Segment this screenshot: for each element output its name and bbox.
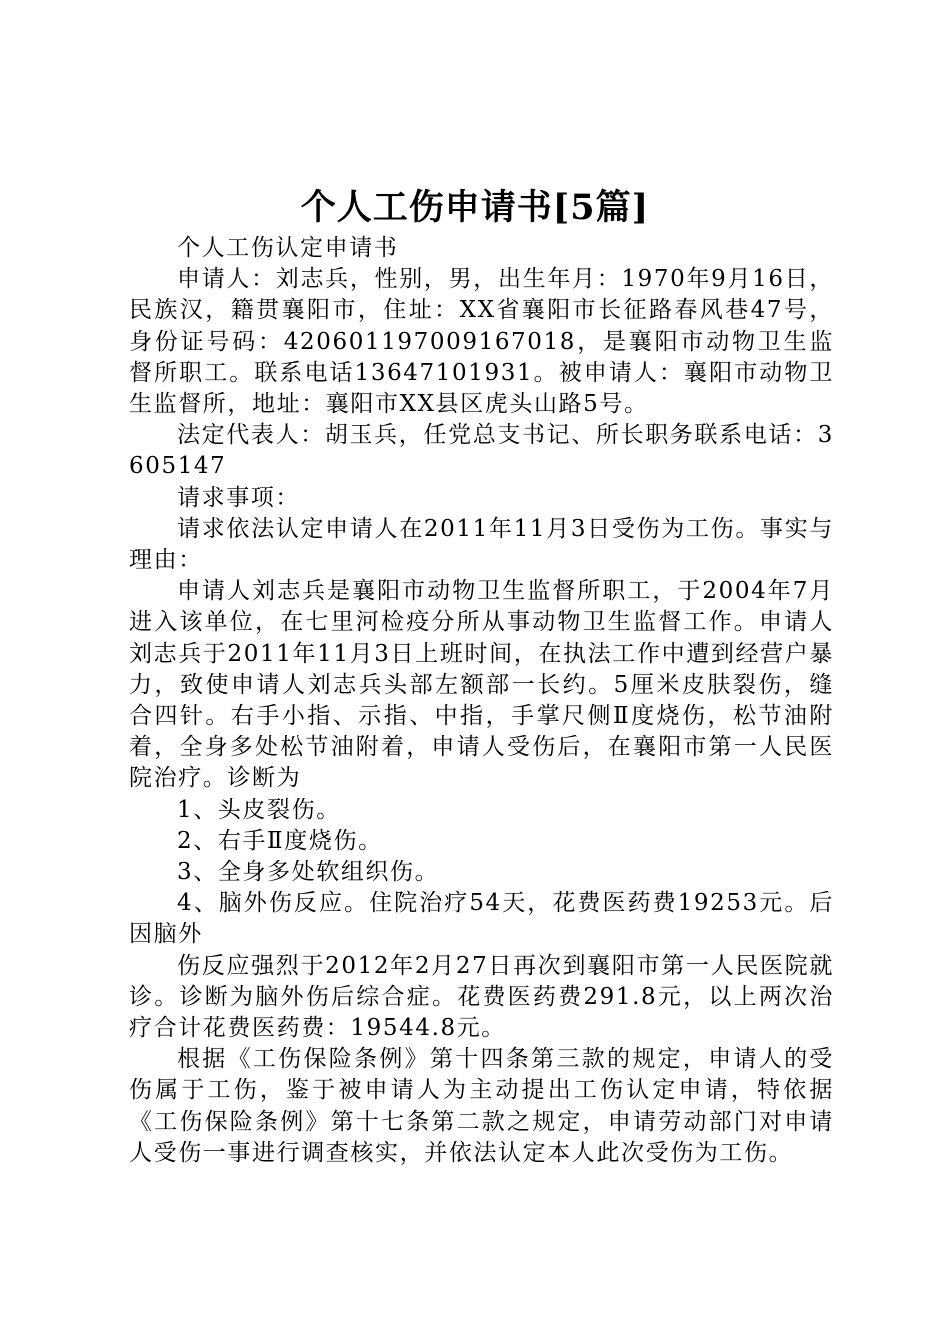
paragraph-facts: 申请人刘志兵是襄阳市动物卫生监督所职工，于2004年7月进入该单位，在七里河检疫分所从事动物卫生监督工作。申请人刘志兵于2011年11月3日上班时间，在执法工作中遭到经营户暴力，致使申请人刘志兵头部左额部一长约。5厘米皮肤裂伤，缝合四针。右手小指、示指、中指，手掌尺侧Ⅱ度烧伤，松节油附着，全身多处松节油附着，申请人受伤后，在襄阳市第一人民医院治疗。诊断为 xyxy=(129,578,834,792)
list-item-diagnosis-4: 4、脑外伤反应。住院治疗54天，花费医药费19253元。后因脑外 xyxy=(129,890,834,948)
paragraph-applicant-info: 申请人：刘志兵，性别，男，出生年月：1970年9月16日，民族汉，籍贯襄阳市，住址：XX省襄阳市长征路春风巷47号，身份证号码：420601197009167018，是襄阳市动物卫生监督所职工。联系电话13647101931。被申请人：襄阳市动物卫生监督所，地址：襄阳市XX县区虎头山路5号。 xyxy=(129,266,834,418)
document-body xyxy=(129,233,834,1169)
list-item-diagnosis-1: 1、头皮裂伤。 xyxy=(177,796,341,823)
paragraph-request: 请求依法认定申请人在2011年11月3日受伤为工伤。事实与理由： xyxy=(129,515,834,574)
list-item-diagnosis-2: 2、右手Ⅱ度烧伤。 xyxy=(177,827,383,854)
list-item-diagnosis-3: 3、全身多处软组织伤。 xyxy=(177,859,440,886)
paragraph-legal-representative: 法定代表人：胡玉兵，任党总支书记、所长职务联系电话：3605147 xyxy=(129,422,834,480)
paragraph-request-heading: 请求事项： xyxy=(177,484,300,511)
paragraph-legal-basis: 根据《工伤保险条例》第十四条第三款的规定，申请人的受伤属于工伤，鉴于被申请人为主动提出工伤认定申请，特依据《工伤保险条例》第十七条第二款之规定，申请劳动部门对申请人受伤一事进行调查核实，并依法认定本人此次受伤为工伤。 xyxy=(129,1046,834,1166)
paragraph-follow-up-treatment: 伤反应强烈于2012年2月27日再次到襄阳市第一人民医院就诊。诊断为脑外伤后综合症。花费医药费291.8元，以上两次治疗合计花费医药费：19544.8元。 xyxy=(129,952,834,1042)
paragraph-form-heading: 个人工伤认定申请书 xyxy=(177,235,399,261)
document-title: 个人工伤申请书[5篇] xyxy=(300,187,650,228)
